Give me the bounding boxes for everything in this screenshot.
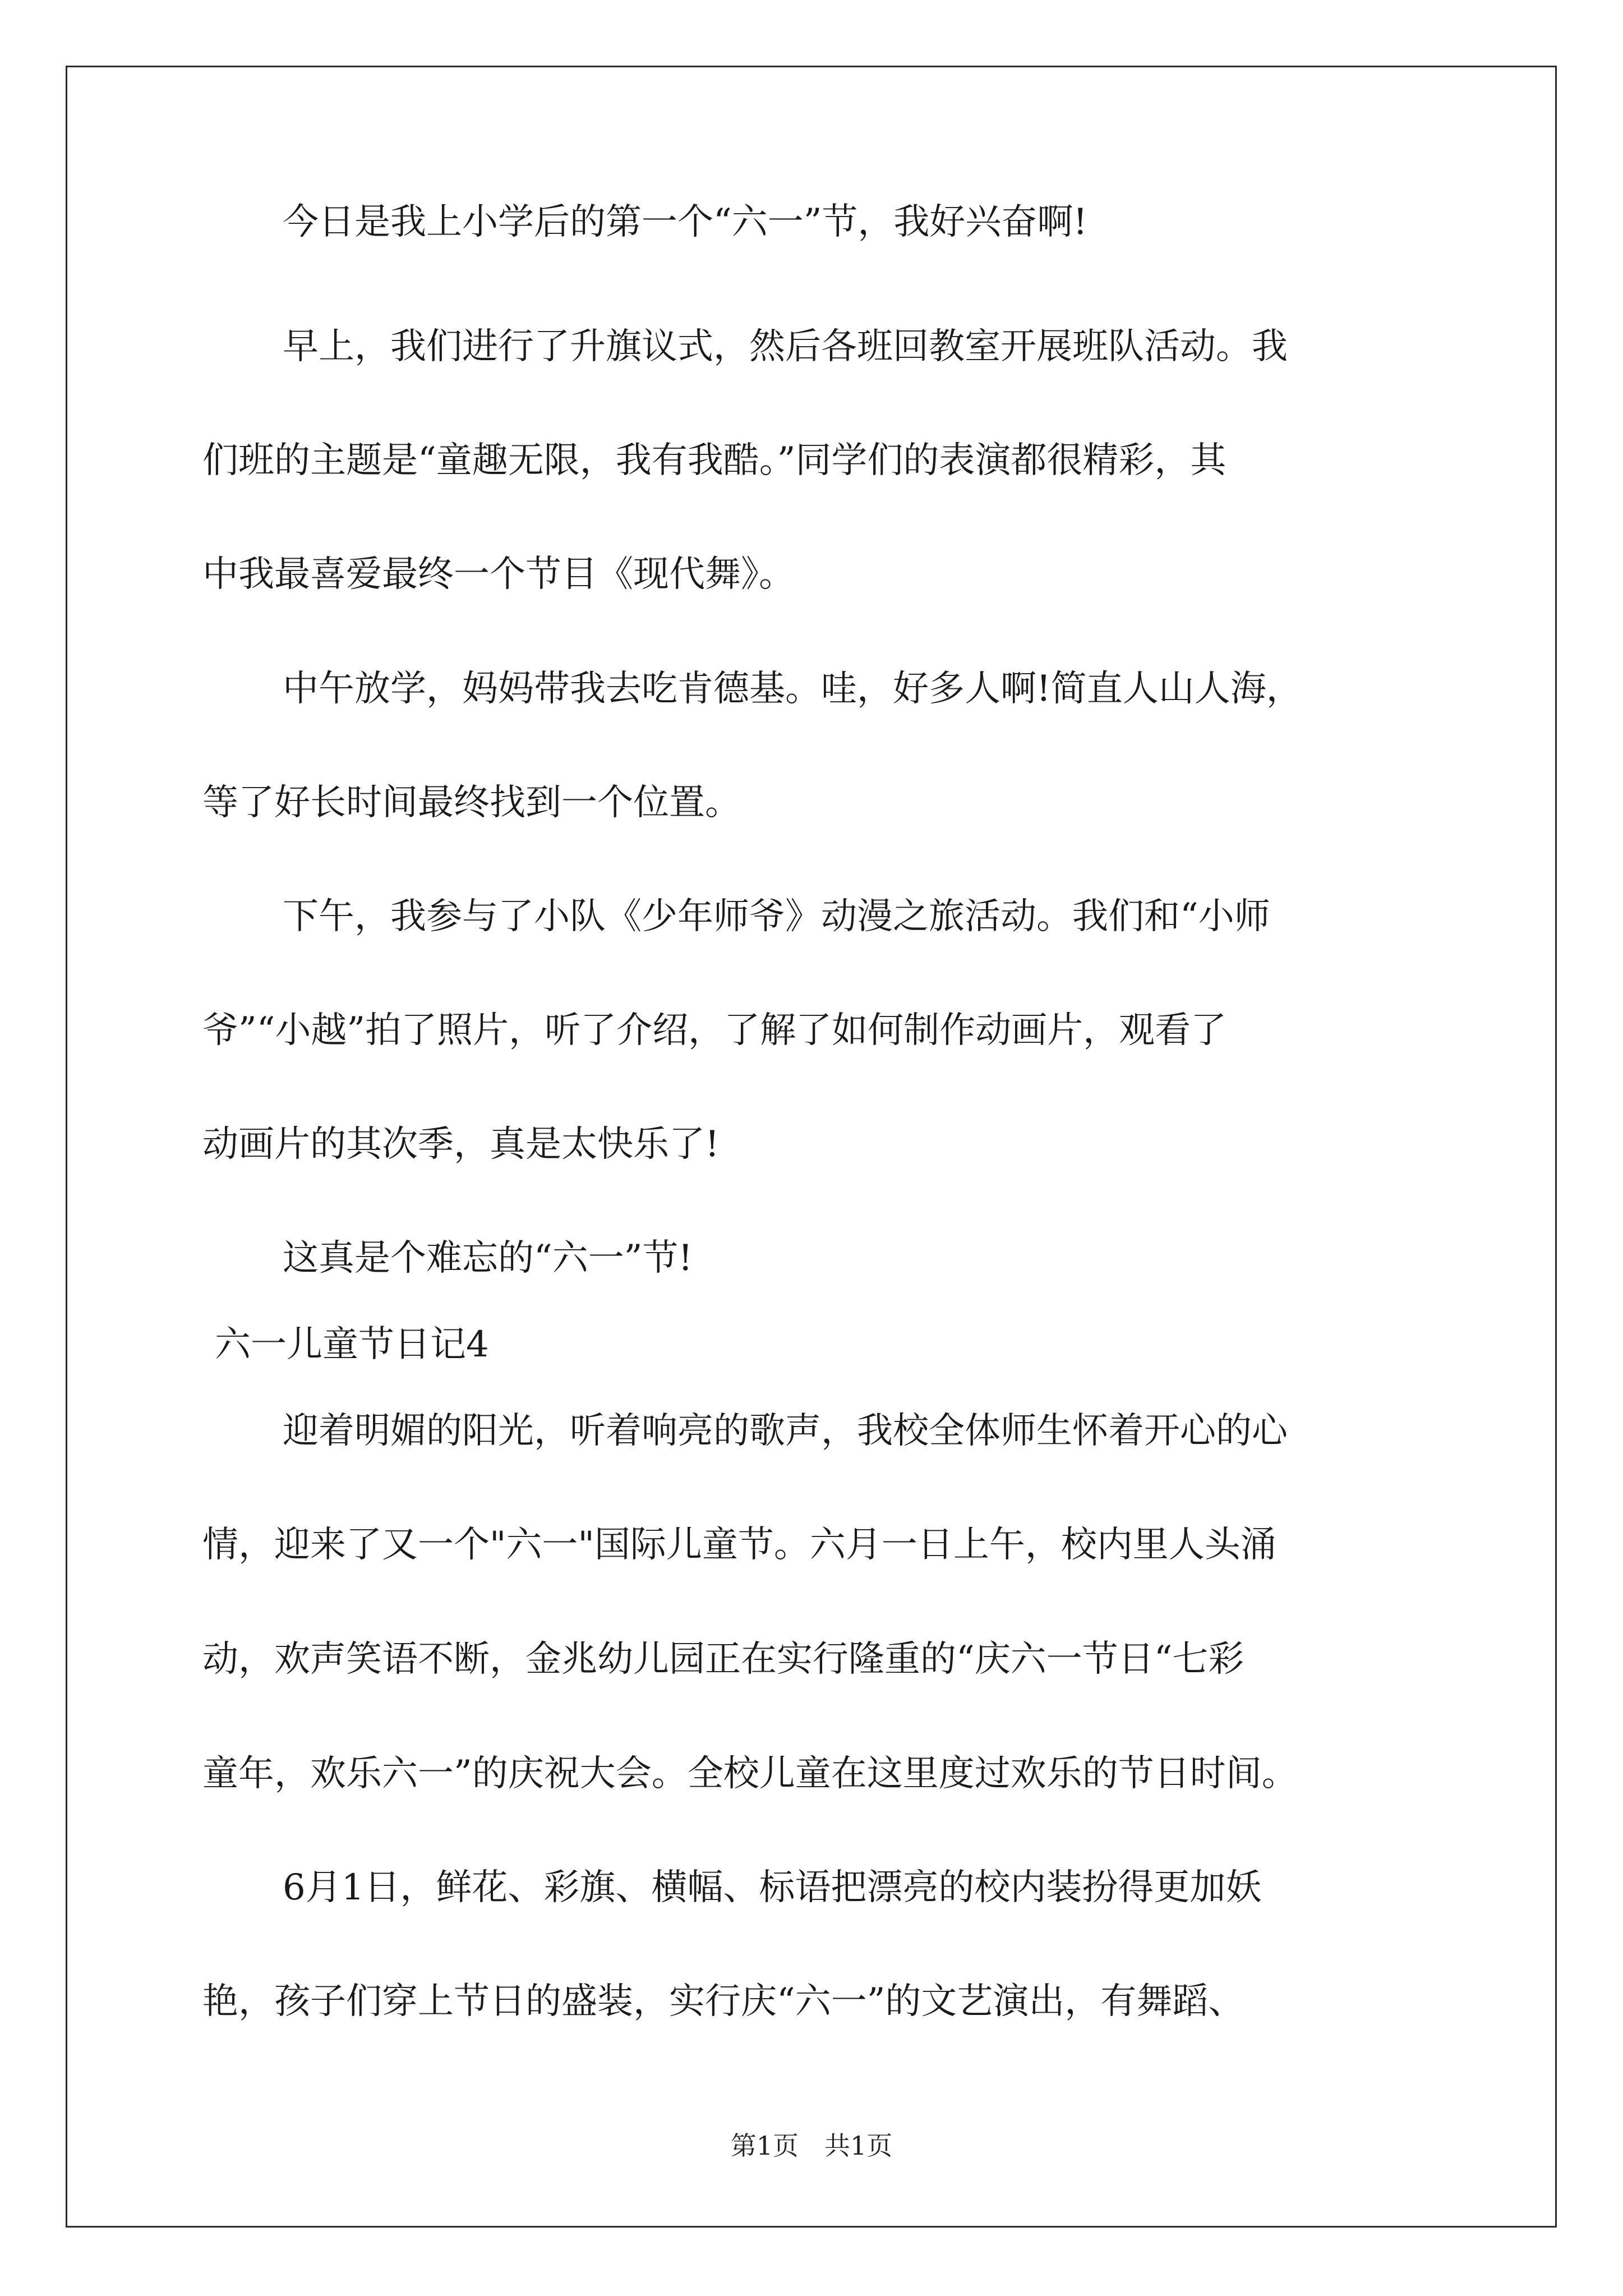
paragraph-4-line-1: 下午，我参与了小队《少年师爷》动漫之旅活动。我们和“小师 — [283, 896, 1270, 937]
section-heading: 六一儿童节日记4 — [215, 1324, 489, 1365]
page-number-footer: 第1页 共1页 — [730, 2131, 893, 2161]
paragraph-6-line-4: 童年，欢乐六一”的庆祝大会。全校儿童在这里度过欢乐的节日时间。 — [202, 1753, 1298, 1795]
paragraph-4-line-2: 爷”“小越”拍了照片，听了介绍，了解了如何制作动画片，观看了 — [202, 1010, 1227, 1051]
paragraph-1-line-1: 今日是我上小学后的第一个“六一”节，我好兴奋啊! — [283, 201, 1088, 243]
paragraph-6-line-2: 情，迎来了又一个"六一"国际儿童节。六月一日上午，校内里人头涌 — [202, 1524, 1276, 1566]
paragraph-2-line-2: 们班的主题是“童趣无限，我有我酷。”同学们的表演都很精彩，其 — [202, 440, 1227, 481]
paragraph-4-line-3: 动画片的其次季，真是太快乐了! — [202, 1124, 720, 1165]
paragraph-6-line-3: 动，欢声笑语不断，金兆幼儿园正在实行隆重的“庆六一节日“七彩 — [202, 1639, 1244, 1680]
paragraph-5-line-1: 这真是个难忘的“六一”节! — [283, 1237, 693, 1279]
paragraph-3-line-1: 中午放学，妈妈带我去吃肯德基。哇，好多人啊!简直人山人海， — [283, 668, 1302, 710]
paragraph-6-line-1: 迎着明媚的阳光，听着响亮的歌声，我校全体师生怀着开心的心 — [283, 1410, 1288, 1452]
paragraph-7-line-2: 艳，孩子们穿上节日的盛装，实行庆“六一”的文艺演出，有舞蹈、 — [202, 1981, 1244, 2022]
paragraph-3-line-2: 等了好长时间最终找到一个位置。 — [202, 782, 741, 823]
paragraph-2-line-3: 中我最喜爱最终一个节目《现代舞》。 — [202, 554, 795, 595]
paragraph-2-line-1: 早上，我们进行了升旗议式，然后各班回教室开展班队活动。我 — [283, 326, 1288, 367]
paragraph-7-line-1: 6月1日，鲜花、彩旗、横幅、标语把漂亮的校内装扮得更加妖 — [283, 1867, 1262, 1908]
